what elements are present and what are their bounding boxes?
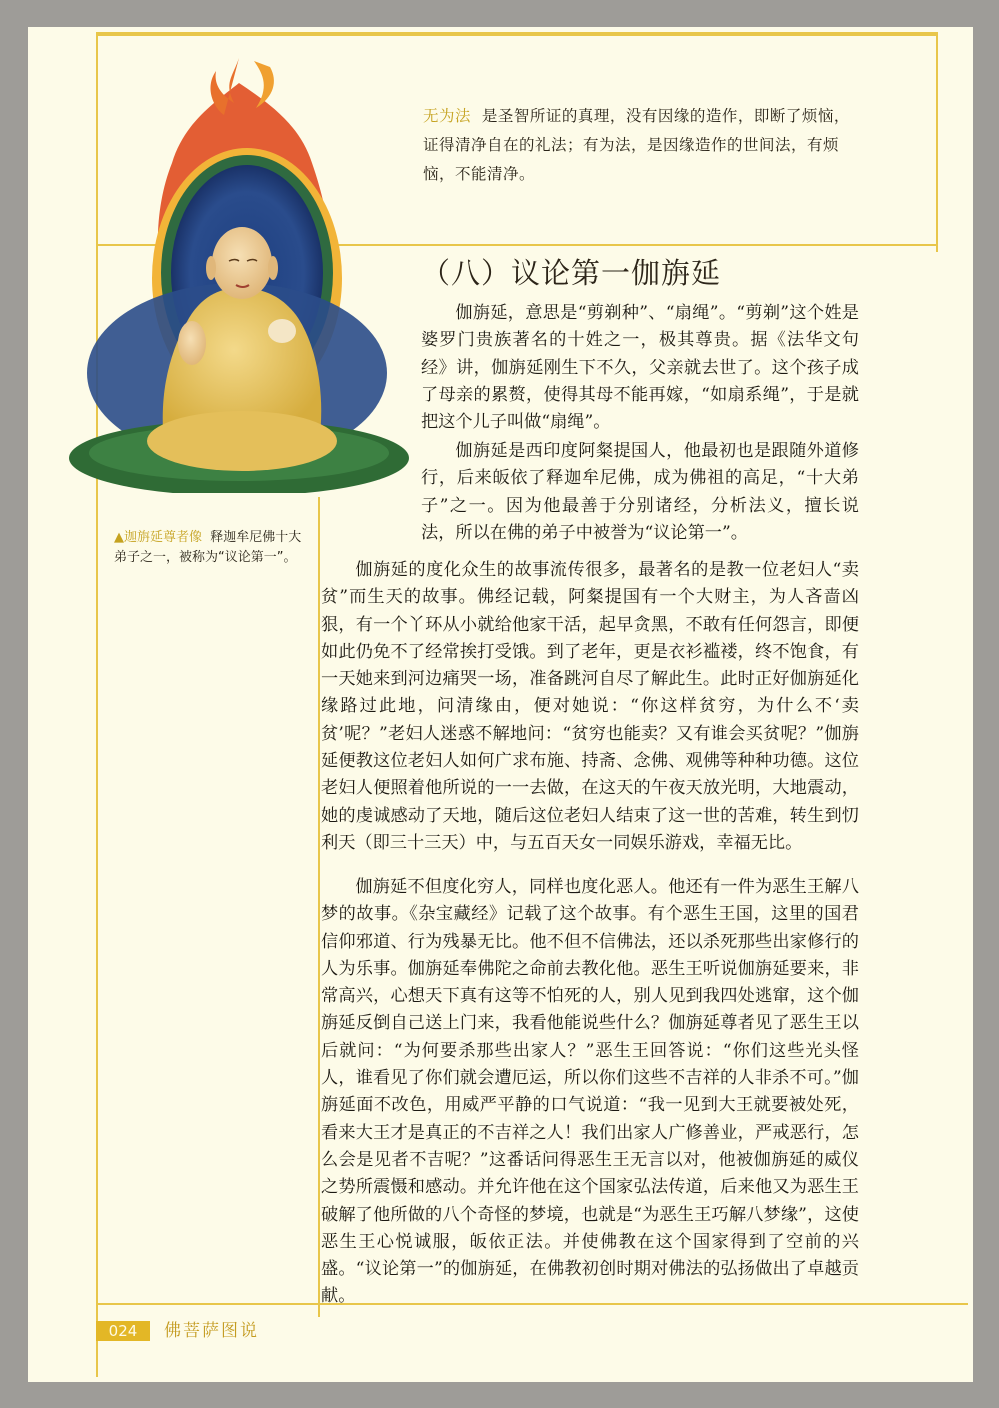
note-text: 是圣智所证的真理，没有因缘的造作，即断了烦恼，证得清净自在的礼法；有为法，是因缘造作的世间法，有烦恼，不能清净。 <box>423 107 850 183</box>
term-note <box>423 102 863 189</box>
caption-text: 释迦牟尼佛十大弟子之一，被称为“议论第一”。 <box>114 530 302 565</box>
figure-caption <box>114 528 304 568</box>
katyayana-illustration <box>64 53 434 493</box>
note-term: 无为法 <box>423 107 472 125</box>
section-heading: （八）议论第一伽旃延 <box>421 256 722 290</box>
right-vertical-rule <box>936 32 938 252</box>
top-band-rule <box>96 32 938 36</box>
book-title: 佛菩萨图说 <box>164 1321 259 1341</box>
book-page <box>28 27 973 1382</box>
caption-column-rule <box>318 497 320 1317</box>
paragraph: 伽旃延，意思是“剪剃种”、“扇绳”。“剪剃”这个姓是婆罗门贵族著名的十姓之一，极其尊贵。据《法华文句经》讲，伽旃延刚生下不久，父亲就去世了。这个孩子成了母亲的累赘，使得其母不能再嫁，“如扇系绳”，于是就把这个儿子叫做“扇绳”。 <box>421 303 859 433</box>
caption-title: ▲迦旃延尊者像 <box>114 530 202 545</box>
page-number: 024 <box>96 1321 150 1341</box>
paragraph: 伽旃延不但度化穷人，同样也度化恶人。他还有一件为恶生王解八梦的故事。《杂宝藏经》记载了这个故事。有个恶生王国，这里的国君信仰邪道、行为残暴无比。他不但不信佛法，还以杀死那些出家修行的人为乐事。伽旃延奉佛陀之命前去教化他。恶生王听说伽旃延要来，非常高兴，心想天下真有这等不怕死的人，别人见到我四处逃窜，这个伽旃延反倒自己送上门来，我看他能说些什么？伽旃延尊者见了恶生王以后就问：“为何要杀那些出家人？”恶生王回答说：“你们这些光头怪人，谁看见了你们就会遭厄运，所以你们这些不吉祥的人非杀不可。”伽旃延面不改色，用威严平静的口气说道：“我一见到大王就要被处死，看来大王才是真正的不吉祥之人！我们出家人广修善业，严戒恶行，怎么会是见者不吉呢？”这番话问得恶生王无言以对，他被伽旃延的威仪之势所震慑和感动。并允许他在这个国家弘法传道，后来他又为恶生王破解了他所做的八个奇怪的梦境，也就是“为恶生王巧解八梦缘”，这使恶生王心悦诚服，皈依正法。并使佛教在这个国家得到了空前的兴盛。“议论第一”的伽旃延，在佛教初创时期对佛法的弘扬做出了卓越贡献。 <box>321 877 859 1307</box>
paragraph: 伽旃延的度化众生的故事流传很多，最著名的是教一位老妇人“卖贫”而生天的故事。佛经记载，阿粲提国有一个大财主，为人吝啬凶狠，有一个丫环从小就给他家干活，起早贪黑，不敢有任何怨言，即便如此仍免不了经常挨打受饿。到了老年，更是衣衫褴褛，终不饱食，有一天她来到河边痛哭一场，准备跳河自尽了解此生。此时正好伽旃延化缘路过此地，问清缘由，便对她说：“你这样贫穷，为什么不‘卖贫’呢？”老妇人迷惑不解地问：“贫穷也能卖？又有谁会买贫呢？”伽旃延便教这位老妇人如何广求布施、持斋、念佛、观佛等种种功德。这位老妇人便照着他所说的一一去做，在这天的午夜天放光明，大地震动，她的虔诚感动了天地，随后这位老妇人结束了这一世的苦难，转生到忉利天（即三十三天）中，与五百天女一同娱乐游戏，幸福无比。 <box>321 560 859 853</box>
paragraph: 伽旃延是西印度阿粲提国人，他最初也是跟随外道修行，后来皈依了释迦牟尼佛，成为佛祖的高足，“十大弟子”之一。因为他最善于分别诸经，分析法义，擅长说法，所以在佛的弟子中被誉为“议论第一”。 <box>421 441 859 543</box>
